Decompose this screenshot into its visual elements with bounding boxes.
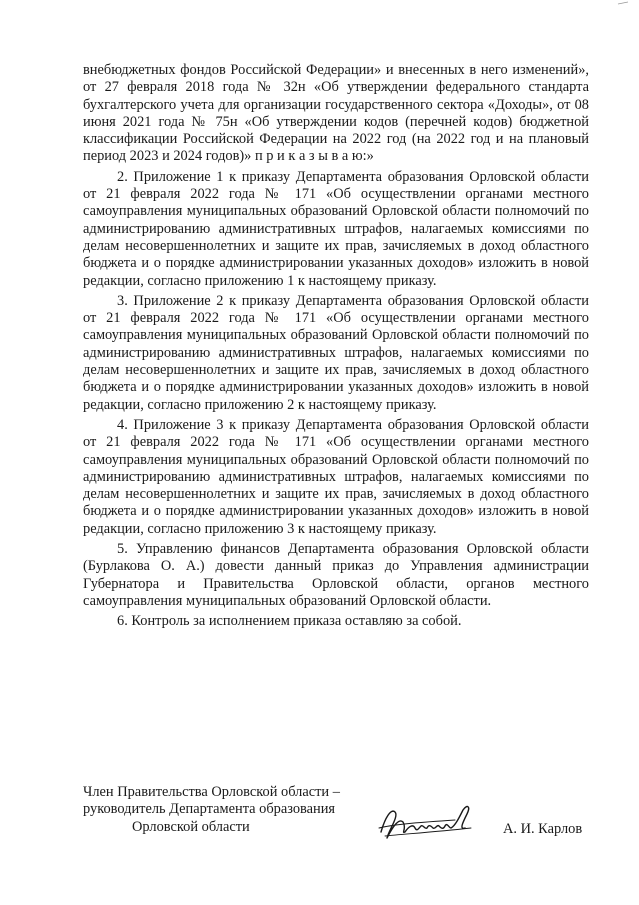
paragraph-item-6: 6. Контроль за исполнением приказа оставляю за собой. [117,613,462,630]
signatory-position-line-3: Орловской области [132,818,250,835]
paragraph-item-2: 2. Приложение 1 к приказу Департамента образования Орловской области от 21 февраля 2022 года № 171 «Об осуществлении органами местного самоуправления муниципальных образований Орловской области полномочий по администрированию административных штрафов, налагаемых комиссиями по делам несовершеннолетних и защите их прав, зачисляемых в доход областного бюджета и о порядке администрировании указанных доходов» изложить в новой редакции, согласно приложению 1 к настоящему приказу. [83,168,589,289]
signatory-position-line-1: Член Правительства Орловской области – [83,784,340,800]
signatory-position-line-2: руководитель Департамента образования [83,801,336,818]
scan-corner-mark [617,0,629,6]
paragraph-continuation: внебюджетных фондов Российской Федерации» и внесенных в него изменений», от 27 февраля 2018 года № 32н «Об утверждении федерального стандарта бухгалтерского учета для организации государственного сектора «Доходы», от 08 июня 2021 года № 75н «Об утверждении кодов (перечней кодов) бюджетной классификации Российской Федерации на 2022 год (на 2022 год и на плановый период 2023 и 2024 годов)» п р и к а з ы в а ю:» [83,62,589,165]
paragraph-item-3: 3. Приложение 2 к приказу Департамента образования Орловской области от 21 февраля 2022 года № 171 «Об осуществлении органами местного самоуправления муниципальных образований Орловской области полномочий по администрированию административных штрафов, налагаемых комиссиями по делам несовершеннолетних и защите их прав, зачисляемых в доход областного бюджета и о порядке администрировании указанных доходов» изложить в новой редакции, согласно приложению 2 к настоящему приказу. [83,292,589,413]
paragraph-item-4: 4. Приложение 3 к приказу Департамента образования Орловской области от 21 февраля 2022 года № 171 «Об осуществлении органами местного самоуправления муниципальных образований Орловской области полномочий по администрированию административных штрафов, налагаемых комиссиями по делам несовершеннолетних и защите их прав, зачисляемых в доход областного бюджета и о порядке администрировании указанных доходов» изложить в новой редакции, согласно приложению 3 к настоящему приказу. [83,416,589,537]
handwritten-signature [375,798,495,844]
document-body [83,62,589,634]
paragraph-item-5: 5. Управлению финансов Департамента образования Орловской области (Бурлакова О. А.) довести данный приказ до Управления администрации Губернатора и Правительства Орловской области, органов местного самоуправления муниципальных образований Орловской области. [83,541,589,609]
signatory-name: А. И. Карлов [503,821,583,837]
signature-block [83,784,589,836]
